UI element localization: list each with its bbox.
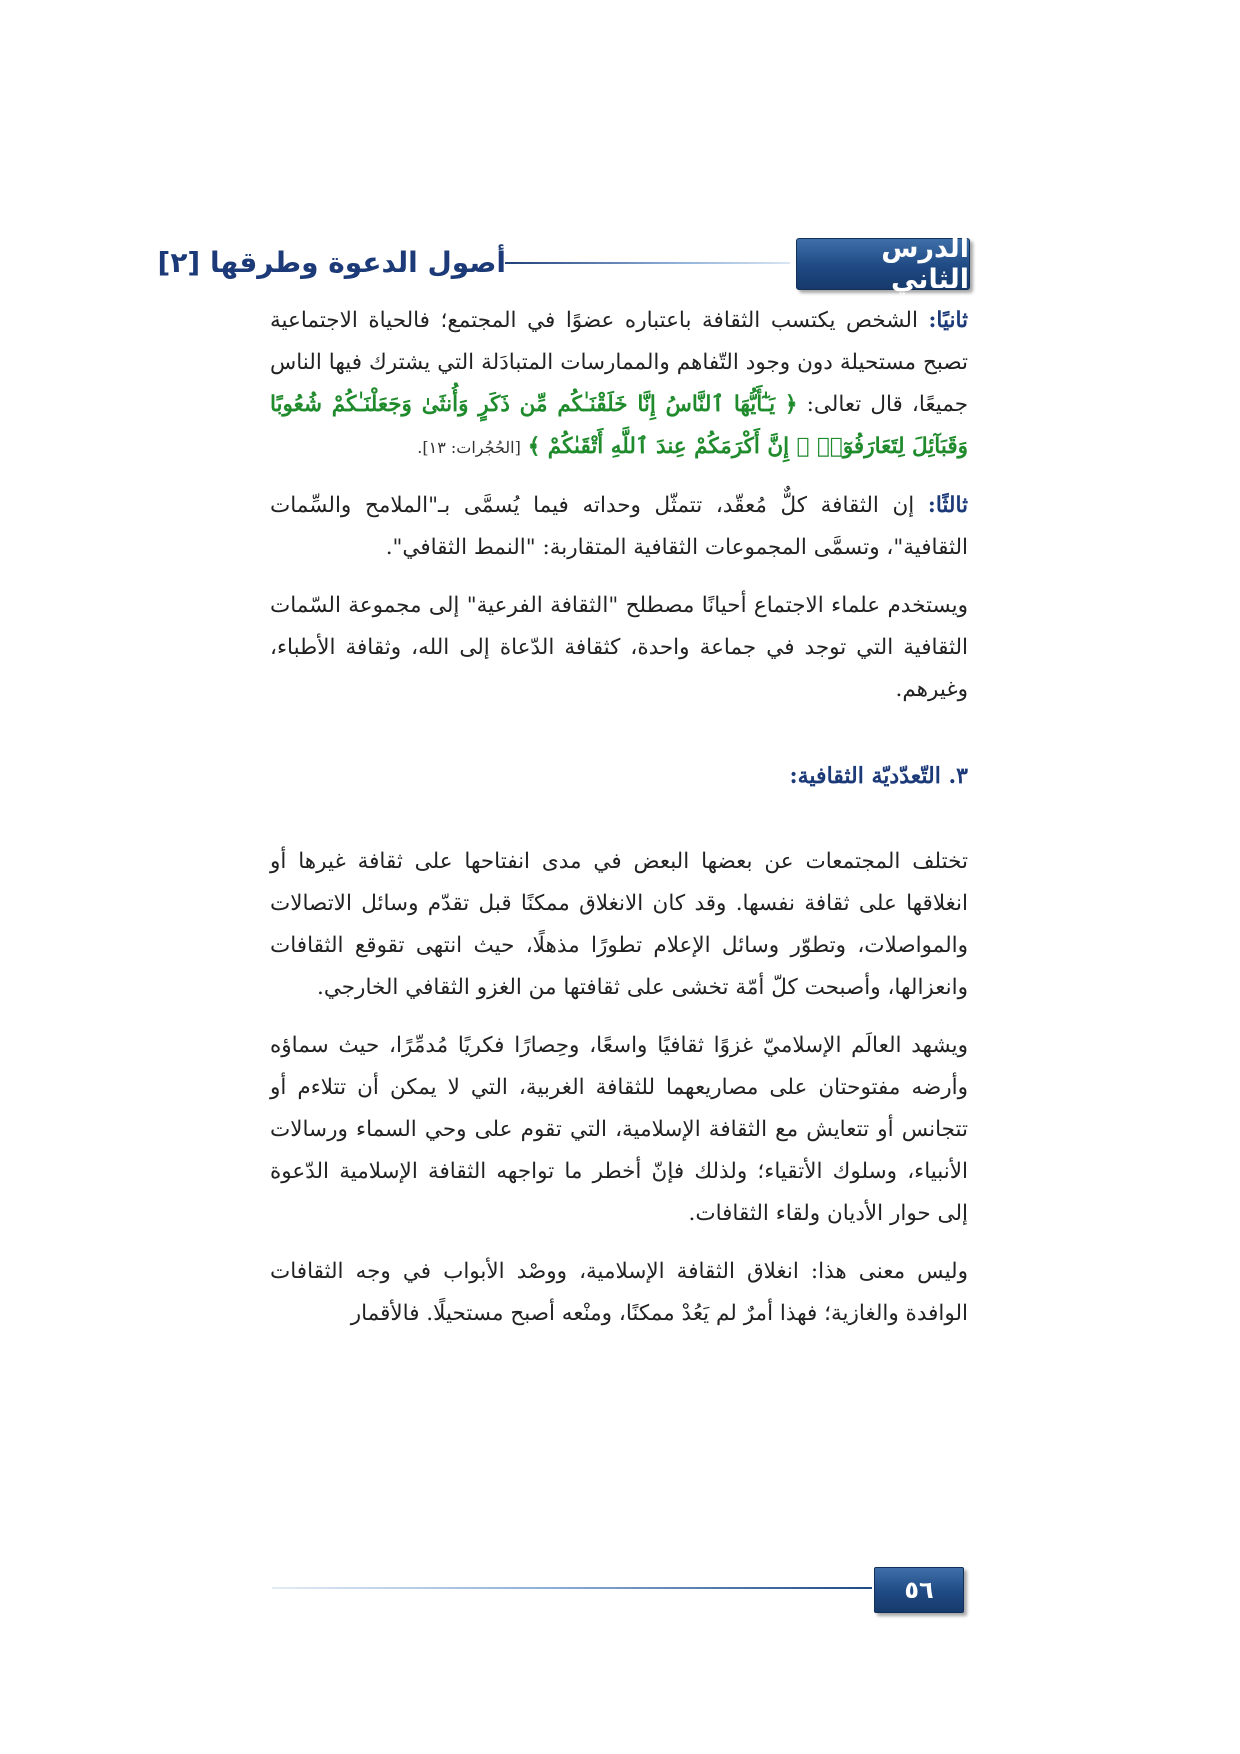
page-body xyxy=(270,300,968,1351)
lesson-label: الدرس الثاني xyxy=(881,233,969,295)
book-title-text: أصول الدعوة وطرقها [٢] xyxy=(157,245,506,279)
paragraph-thaniyan xyxy=(270,300,968,469)
paragraph-subculture: ويستخدم علماء الاجتماع أحيانًا مصطلح "الثقافة الفرعية" إلى مجموعة السّمات الثقافية التي توجد في جماعة واحدة، كثقافة الدّعاة إلى الله، وثقافة الأطباء، وغيرهم. xyxy=(270,593,968,702)
quran-reference: [الحُجُرات: ١٣]. xyxy=(417,438,521,457)
footer-divider xyxy=(272,1587,872,1589)
book-title xyxy=(157,240,506,284)
lesson-label-box xyxy=(796,233,970,295)
paragraph-lead: ثالثًا: xyxy=(927,493,968,518)
paragraph-meaning: وليس معنى هذا: انغلاق الثقافة الإسلامية، ووصْد الأبواب في وجه الثقافات الوافدة والغازية؛ فهذا أمرٌ لم يَعُدْ ممكنًا، ومنْعه أصبح مستحيلًا. فالأقمار xyxy=(270,1259,968,1326)
page-number-box xyxy=(874,1567,964,1613)
header-divider xyxy=(505,262,790,264)
section-heading: ٣. التّعدّديّة الثقافية: xyxy=(789,763,968,789)
paragraph-societies: تختلف المجتمعات عن بعضها البعض في مدى انفتاحها على ثقافة غيرها أو انغلاقها على ثقافة نفسها. وقد كان الانغلاق ممكنًا قبل تقدّم وسائل الاتصالات والمواصلات، وتطوّر وسائل الإعلام تطورًا مذهلًا، حيث انتهى تقوقع الثقافات وانعزالها، وأصبحت كلّ أمّة تخشى على ثقافتها من الغزو الثقافي الخارجي. xyxy=(270,849,968,1000)
page-number: ٥٦ xyxy=(904,1576,934,1604)
paragraph-text: الشخص يكتسب الثقافة باعتباره عضوًا في المجتمع؛ فالحياة الاجتماعية تصبح مستحيلة دون وجود التّفاهم والممارسات المتبادَلة التي يشترك فيها الناس جميعًا، قال تعالى: xyxy=(270,308,968,417)
paragraph-text: إن الثقافة كلٌّ مُعقّد، تتمثّل وحداته فيما يُسمَّى بـ"الملامح والسِّمات الثقافية"، وتسمَّى المجموعات الثقافية المتقاربة: "النمط الثقافي". xyxy=(270,493,968,560)
quran-verse: ﴿ يَـٰٓأَيُّهَا ٱلنَّاسُ إِنَّا خَلَقْنَـٰكُم مِّن ذَكَرٍ وَأُنثَىٰ وَجَعَلْنَـٰكُمْ شُعُوبًا وَقَبَآئِلَ لِتَعَارَفُوٓا۟ ۚ إِنَّ أَكْرَمَكُمْ عِندَ ٱللَّهِ أَتْقَىٰكُمْ ﴾ xyxy=(270,392,968,459)
paragraph-islamic-world: ويشهد العالَم الإسلاميّ غزوًا ثقافيًا واسعًا، وحِصارًا فكريًا مُدمِّرًا، حيث سماؤه وأرضه مفتوحتان على مصاريعهما للثقافة الغربية، التي لا يمكن أن تتلاءم أو تتجانس أو تتعايش مع الثقافة الإسلامية، التي تقوم على وحي السماء ورسالات الأنبياء، وسلوك الأتقياء؛ ولذلك فإنّ أخطر ما تواجهه الثقافة الإسلامية الدّعوة إلى حوار الأديان ولقاء الثقافات. xyxy=(270,1033,968,1226)
paragraph-lead: ثانيًا: xyxy=(928,308,968,333)
paragraph-thalithan xyxy=(270,485,968,569)
